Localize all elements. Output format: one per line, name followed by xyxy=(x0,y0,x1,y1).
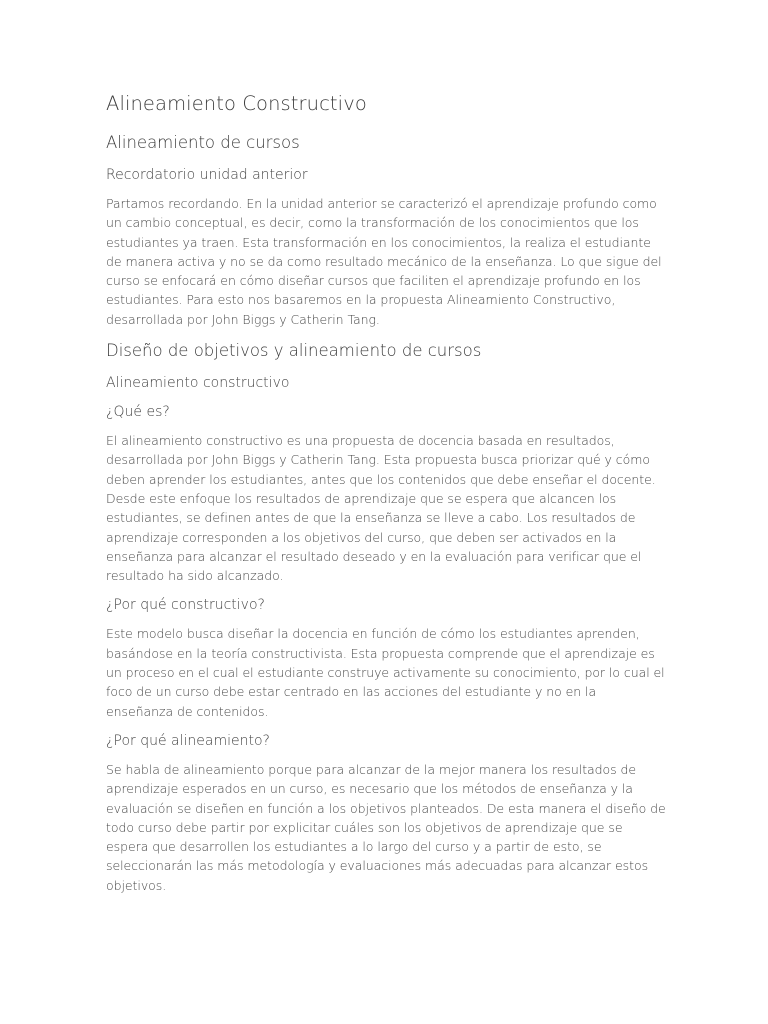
subheading-alineamiento-constructivo: Alineamiento constructivo xyxy=(106,375,290,392)
paragraph-por-que-constructivo: Este modelo busca diseñar la docencia en función de cómo los estudiantes aprenden, basándose en la teoría constructivista. Esta propuesta comprende que el aprendizaje es un proceso en el cual el estudiante construye activamente su conocimiento, por lo cual el foco de un curso debe estar centrado en las acciones del estudiante y no en la enseñanza de contenidos. xyxy=(106,626,665,719)
paragraph-recordatorio: Partamos recordando. En la unidad anterior se caracterizó el aprendizaje profundo como un cambio conceptual, es decir, como la transformación de los conocimientos que los estudiantes ya traen. Esta transformación en los conocimientos, la realiza el estudiante de manera activa y no se da como resultado mecánico de la enseñanza. Lo que sigue del curso se enfocará en cómo diseñar cursos que faciliten el aprendizaje profundo en los estudiantes. Para esto nos basaremos en la propuesta Alineamiento Constructivo, desarrollada por John Biggs y Catherin Tang. xyxy=(106,196,662,327)
section-heading-alineamiento-de-cursos: Alineamiento de cursos xyxy=(106,133,300,152)
document-page xyxy=(106,90,666,905)
section-heading-diseno-de-objetivos: Diseño de objetivos y alineamiento de cursos xyxy=(106,341,482,361)
paragraph-por-que-alineamiento: Se habla de alineamiento porque para alcanzar de la mejor manera los resultados de aprendizaje esperados en un curso, es necesario que los métodos de enseñanza y la evaluación se diseñen en función a los objetivos planteados. De esta manera el diseño de todo curso debe partir por explicitar cuáles son los objetivos de aprendizaje que se espera que desarrollen los estudiantes a lo largo del curso y a partir de esto, se seleccionarán las más metodología y evaluaciones más adecuadas para alcanzar estos objetivos. xyxy=(106,761,666,893)
document-title: Alineamiento Constructivo xyxy=(106,92,367,115)
question-por-que-alineamiento: ¿Por qué alineamiento? xyxy=(106,732,270,749)
question-que-es: ¿Qué es? xyxy=(106,404,170,421)
question-por-que-constructivo: ¿Por qué constructivo? xyxy=(106,597,265,614)
paragraph-que-es: El alineamiento constructivo es una propuesta de docencia basada en resultados, desarrollada por John Biggs y Catherin Tang. Esta propuesta busca priorizar qué y cómo deben aprender los estudiantes, antes que los contenidos que debe enseñar el docente. Desde este enfoque los resultados de aprendizaje que se espera que alcancen los estudiantes, se definen antes de que la enseñanza se lleve a cabo. Los resultados de aprendizaje corresponden a los objetivos del curso, que deben ser activados en la enseñanza para alcanzar el resultado deseado y en la evaluación para verificar que el resultado ha sido alcanzado. xyxy=(106,433,656,584)
subheading-recordatorio: Recordatorio unidad anterior xyxy=(106,167,308,183)
